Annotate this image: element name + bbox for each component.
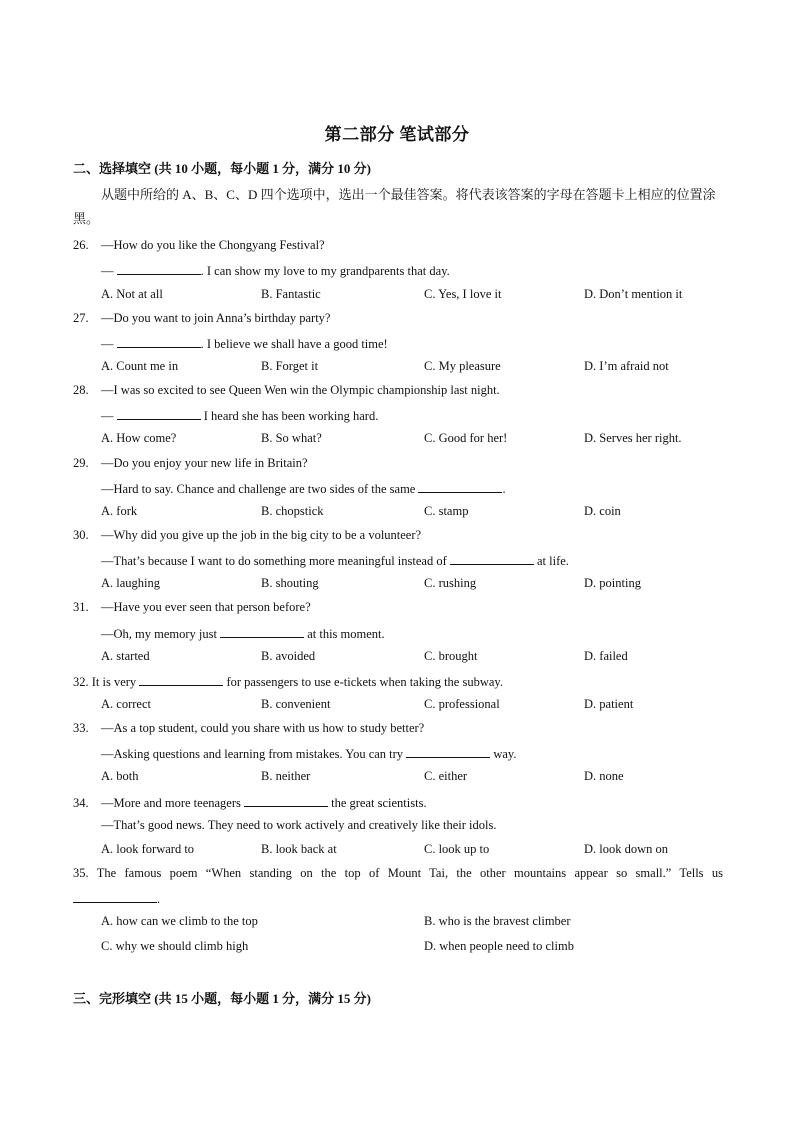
question-text: It is very <box>91 675 140 689</box>
question-text: —Why did you give up the job in the big city to be a volunteer? <box>101 528 422 542</box>
question-28 <box>73 383 500 398</box>
option-a: A. Not at all <box>101 287 163 301</box>
question-30-response <box>101 552 569 569</box>
option-c: C. Yes, I love it <box>424 287 502 301</box>
answer-blank <box>117 407 201 420</box>
answer-blank <box>117 262 201 275</box>
page-title: 第二部分 笔试部分 <box>324 125 470 144</box>
option-b: B. avoided <box>261 649 316 663</box>
option-d: D. pointing <box>584 576 641 590</box>
question-text: for passengers to use e-tickets when taking the subway. <box>223 675 503 689</box>
question-text: —How do you like the Chongyang Festival? <box>101 238 325 252</box>
answer-blank <box>450 552 534 565</box>
question-number: 29. <box>73 456 89 470</box>
section-heading-choice: 二、选择填空 (共 10 小题，每小题 1 分，满分 10 分) <box>73 161 371 176</box>
question-30 <box>73 528 421 543</box>
answer-blank <box>73 890 157 903</box>
question-number: 31. <box>73 600 89 614</box>
option-d: D. failed <box>584 649 628 663</box>
question-text: —Do you want to join Anna’s birthday party? <box>101 311 331 325</box>
answer-blank <box>139 673 223 686</box>
option-d: D. I’m afraid not <box>584 359 669 373</box>
section-heading-cloze: 三、完形填空 (共 15 小题，每小题 1 分，满分 15 分) <box>73 991 371 1006</box>
option-a: A. how can we climb to the top <box>101 914 258 928</box>
question-number: 30. <box>73 528 89 542</box>
answer-blank <box>244 794 328 807</box>
option-a: A. started <box>101 649 150 663</box>
option-d: D. patient <box>584 697 634 711</box>
question-number: 33. <box>73 721 89 735</box>
option-c: C. either <box>424 769 468 783</box>
question-31 <box>73 600 311 615</box>
response-text: — <box>101 337 117 351</box>
question-29-response <box>101 480 506 497</box>
question-27 <box>73 311 330 326</box>
option-a: A. Count me in <box>101 359 179 373</box>
option-a: A. fork <box>101 504 138 518</box>
question-text: —I was so excited to see Queen Wen win the Olympic championship last night. <box>101 383 500 397</box>
option-d: D. none <box>584 769 624 783</box>
question-26 <box>73 238 325 253</box>
question-28-response <box>101 407 378 424</box>
section-instructions: 从题中所给的 A、B、C、D 四个选项中，选出一个最佳答案。将代表该答案的字母在答题卡上相应的位置涂黑。 <box>73 187 716 226</box>
response-text: at life. <box>533 554 569 568</box>
question-text: —As a top student, could you share with us how to study better? <box>101 721 425 735</box>
question-number: 27. <box>73 311 89 325</box>
answer-blank <box>117 335 201 348</box>
question-text: —Do you enjoy your new life in Britain? <box>101 456 308 470</box>
option-b: B. Forget it <box>261 359 319 373</box>
option-d: D. look down on <box>584 842 669 856</box>
option-b: B. shouting <box>261 576 319 590</box>
option-d: D. when people need to climb <box>424 939 574 953</box>
option-c: C. brought <box>424 649 478 663</box>
question-number: 35. <box>73 866 89 880</box>
question-text: the great scientists. <box>328 796 427 810</box>
response-text: —Asking questions and learning from mistakes. You can try <box>101 747 407 761</box>
option-c: C. Good for her! <box>424 431 508 445</box>
response-text: way. <box>490 747 517 761</box>
question-31-response <box>101 625 385 642</box>
question-29 <box>73 456 308 471</box>
option-a: A. look forward to <box>101 842 195 856</box>
option-b: B. neither <box>261 769 311 783</box>
answer-blank <box>418 480 502 493</box>
question-27-response <box>101 335 388 352</box>
question-33 <box>73 721 424 736</box>
option-b: B. who is the bravest climber <box>424 914 571 928</box>
option-c: C. rushing <box>424 576 477 590</box>
question-32 <box>73 673 503 690</box>
question-33-response <box>101 745 516 762</box>
option-a: A. both <box>101 769 139 783</box>
option-c: C. look up to <box>424 842 490 856</box>
option-b: B. chopstick <box>261 504 324 518</box>
response-text: —That’s good news. They need to work actively and creatively like their idols. <box>101 818 497 832</box>
option-b: B. Fantastic <box>261 287 321 301</box>
option-c: C. My pleasure <box>424 359 501 373</box>
response-text: I heard she has been working hard. <box>200 409 379 423</box>
question-26-response <box>101 262 450 279</box>
response-text: — <box>101 409 117 423</box>
option-a: A. laughing <box>101 576 161 590</box>
question-35-continuation <box>73 890 160 907</box>
option-c: C. why we should climb high <box>101 939 249 953</box>
option-b: B. So what? <box>261 431 322 445</box>
option-c: C. stamp <box>424 504 469 518</box>
option-b: B. convenient <box>261 697 331 711</box>
response-text: at this moment. <box>304 627 385 641</box>
question-text: . <box>157 892 161 906</box>
option-a: A. How come? <box>101 431 177 445</box>
response-text: —Oh, my memory just <box>101 627 221 641</box>
response-text: . I believe we shall have a good time! <box>200 337 388 351</box>
option-d: D. Don’t mention it <box>584 287 683 301</box>
question-34-response <box>101 818 497 833</box>
answer-blank <box>220 625 304 638</box>
option-d: D. coin <box>584 504 621 518</box>
response-text: — <box>101 264 117 278</box>
response-text: . I can show my love to my grandparents that day. <box>200 264 450 278</box>
response-text: . <box>502 482 506 496</box>
answer-blank <box>406 745 490 758</box>
response-text: —Hard to say. Chance and challenge are two sides of the same <box>101 482 419 496</box>
option-c: C. professional <box>424 697 500 711</box>
response-text: —That’s because I want to do something more meaningful instead of <box>101 554 450 568</box>
question-number: 28. <box>73 383 89 397</box>
question-number: 34. <box>73 796 89 810</box>
question-35 <box>73 866 723 881</box>
question-text: The famous poem “When standing on the top of Mount Tai, the other mountains appear so small.” Tells us <box>96 866 724 880</box>
option-b: B. look back at <box>261 842 337 856</box>
question-text: —Have you ever seen that person before? <box>101 600 311 614</box>
question-34 <box>73 794 427 811</box>
question-number: 32. <box>73 675 89 689</box>
option-d: D. Serves her right. <box>584 431 682 445</box>
question-text: —More and more teenagers <box>101 796 244 810</box>
option-a: A. correct <box>101 697 151 711</box>
question-number: 26. <box>73 238 89 252</box>
